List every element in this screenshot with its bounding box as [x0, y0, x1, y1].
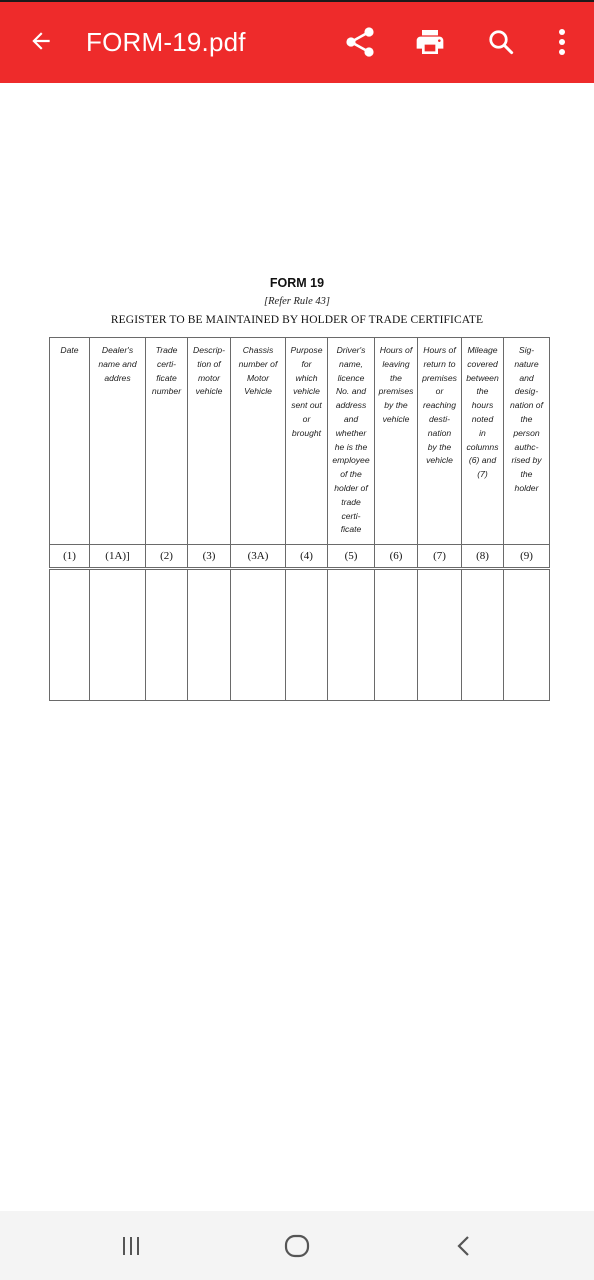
blank-cell: [90, 569, 146, 701]
blank-cell: [50, 569, 90, 701]
register-table: [49, 337, 550, 701]
column-header: Chassis number of Motor Vehicle: [231, 338, 286, 545]
column-number: (8): [462, 545, 504, 569]
column-number: (9): [504, 545, 550, 569]
share-icon[interactable]: [342, 24, 378, 60]
blank-entry-row: [50, 569, 550, 701]
home-icon[interactable]: [279, 1228, 315, 1264]
column-header: Date: [50, 338, 90, 545]
column-number: (1A)]: [90, 545, 146, 569]
blank-cell: [504, 569, 550, 701]
back-icon[interactable]: [446, 1228, 482, 1264]
blank-cell: [375, 569, 418, 701]
column-header: Descrip- tion of motor vehicle: [188, 338, 231, 545]
recent-apps-icon[interactable]: [113, 1228, 149, 1264]
column-header: Trade certi- ficate number: [146, 338, 188, 545]
column-number: (2): [146, 545, 188, 569]
print-icon[interactable]: [412, 24, 448, 60]
blank-cell: [328, 569, 375, 701]
column-header: Mileage covered between the hours noted in columns (6) and (7): [462, 338, 504, 545]
column-number: (6): [375, 545, 418, 569]
column-header: Purpose for which vehicle sent out or brought: [286, 338, 328, 545]
column-number: (1): [50, 545, 90, 569]
column-header: Hours of leaving the premises by the vehicle: [375, 338, 418, 545]
column-number: (4): [286, 545, 328, 569]
search-icon[interactable]: [483, 24, 519, 60]
document-title: FORM-19.pdf: [86, 27, 246, 57]
arrow-back-icon[interactable]: [24, 24, 58, 58]
column-number: (7): [418, 545, 462, 569]
column-header: Sig- nature and desig- nation of the person authc- rised by the holder: [504, 338, 550, 545]
blank-cell: [462, 569, 504, 701]
blank-cell: [286, 569, 328, 701]
blank-cell: [146, 569, 188, 701]
header-row: [50, 338, 550, 545]
column-number-row: [50, 545, 550, 569]
system-nav-bar: [0, 1211, 594, 1280]
more-vert-icon[interactable]: [544, 24, 580, 60]
blank-cell: [418, 569, 462, 701]
column-number: (3): [188, 545, 231, 569]
form-heading: REGISTER TO BE MAINTAINED BY HOLDER OF TRADE CERTIFICATE: [110, 314, 484, 326]
column-header: Dealer's name and addres: [90, 338, 146, 545]
blank-cell: [188, 569, 231, 701]
form-reference: [Refer Rule 43]: [264, 296, 330, 307]
form-title: FORM 19: [269, 276, 325, 290]
column-number: (3A): [231, 545, 286, 569]
app-bar: [0, 2, 594, 83]
blank-cell: [231, 569, 286, 701]
column-header: Driver's name, licence No. and address and whether he is the employee of the holder of trade certi- ficate: [328, 338, 375, 545]
column-header: Hours of return to premises or reaching desti- nation by the vehicle: [418, 338, 462, 545]
column-number: (5): [328, 545, 375, 569]
